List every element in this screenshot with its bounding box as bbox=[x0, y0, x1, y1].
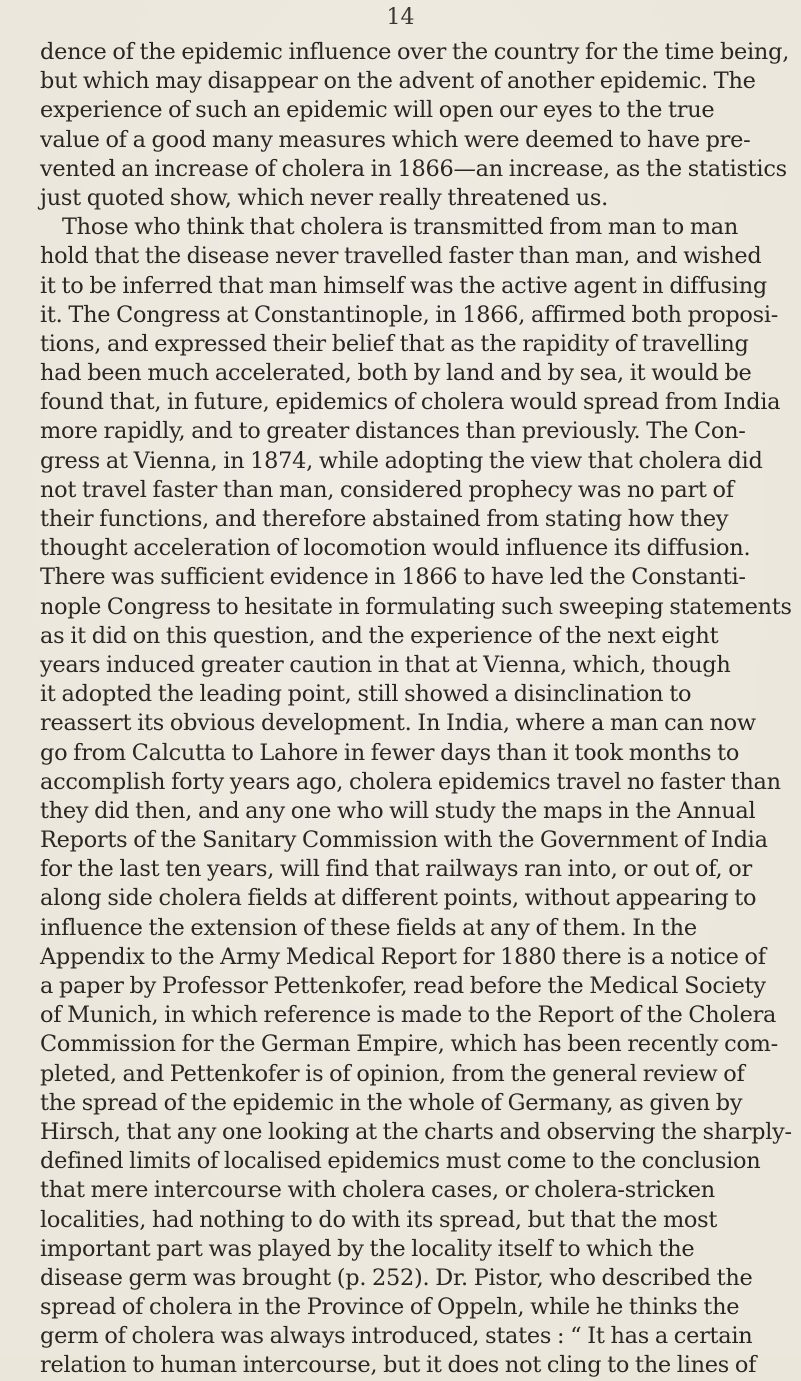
text-line: more rapidly, and to greater distances than previously. The Con- bbox=[40, 418, 746, 445]
text-line: influence the extension of these fields at any of them. In the bbox=[40, 914, 697, 941]
text-line: dence of the epidemic influence over the country for the time being, bbox=[40, 39, 790, 65]
text-line: Commission for the German Empire, which has been recently com- bbox=[40, 1031, 778, 1058]
text-line: spread of cholera in the Province of Oppeln, while he thinks the bbox=[40, 1294, 740, 1321]
text-line: had been much accelerated, both by land and by sea, it would be bbox=[40, 360, 752, 387]
text-line: hold that the disease never travelled faster than man, and wished bbox=[40, 243, 762, 270]
text-line: value of a good many measures which were deemed to have pre- bbox=[40, 126, 751, 153]
text-line: pleted, and Pettenkofer is of opinion, from the general review of bbox=[40, 1060, 745, 1087]
text-line: found that, in future, epidemics of cholera would spread from India bbox=[40, 389, 781, 416]
text-line: important part was played by the locality itself to which the bbox=[40, 1235, 695, 1262]
text-line: germ of cholera was always introduced, states : “ It has a certain bbox=[40, 1323, 753, 1350]
text-line: years induced greater caution in that at Vienna, which, though bbox=[40, 651, 731, 678]
text-line: gress at Vienna, in 1874, while adopting the view that cholera did bbox=[40, 447, 763, 474]
text-line: There was sufficient evidence in 1866 to have led the Constanti- bbox=[40, 564, 746, 591]
text-line: go from Calcutta to Lahore in fewer days than it took months to bbox=[40, 739, 740, 766]
text-line: Hirsch, that any one looking at the charts and observing the sharply- bbox=[40, 1118, 792, 1145]
text-line: tions, and expressed their belief that as the rapidity of travelling bbox=[40, 330, 749, 357]
text-line: reassert its obvious development. In India, where a man can now bbox=[40, 710, 756, 737]
text-line: their functions, and therefore abstained from stating how they bbox=[40, 506, 729, 532]
text-line: disease germ was brought (p. 252). Dr. Pistor, who described the bbox=[40, 1264, 753, 1291]
text-line: that mere intercourse with cholera cases, or cholera-stricken bbox=[40, 1177, 715, 1204]
text-line: the spread of the epidemic in the whole of Germany, as given by bbox=[40, 1089, 743, 1116]
text-line: just quoted show, which never really threatened us. bbox=[40, 184, 609, 211]
text-line: as it did on this question, and the experience of the next eight bbox=[40, 622, 719, 649]
page-number: 14 bbox=[386, 5, 415, 30]
text-line: thought acceleration of locomotion would influence its diffusion. bbox=[40, 535, 751, 562]
text-line: accomplish forty years ago, cholera epidemics travel no faster than bbox=[40, 768, 781, 795]
text-line: it to be inferred that man himself was the active agent in diffusing bbox=[40, 272, 767, 299]
text-line: it. The Congress at Constantinople, in 1866, affirmed both proposi- bbox=[40, 301, 779, 328]
text-line: relation to human intercourse, but it does not cling to the lines of bbox=[40, 1352, 757, 1379]
text-line: it adopted the leading point, still showed a disinclination to bbox=[40, 681, 692, 708]
text-line: defined limits of localised epidemics must come to the conclusion bbox=[40, 1148, 761, 1175]
text-line: they did then, and any one who will study the maps in the Annual bbox=[40, 797, 756, 824]
text-line: Reports of the Sanitary Commission with the Government of India bbox=[40, 827, 768, 854]
text-line: for the last ten years, will find that railways ran into, or out of, or bbox=[40, 856, 752, 883]
text-line: along side cholera fields at different points, without appearing to bbox=[40, 885, 757, 912]
text-line: but which may disappear on the advent of another epidemic. The bbox=[40, 68, 756, 95]
text-line: vented an increase of cholera in 1866—an increase, as the statistics bbox=[40, 155, 787, 182]
text-line: Those who think that cholera is transmitted from man to man bbox=[62, 214, 739, 241]
text-line: a paper by Professor Pettenkofer, read before the Medical Society bbox=[40, 973, 766, 999]
body-text bbox=[40, 38, 801, 1381]
text-line: nople Congress to hesitate in formulating such sweeping statements bbox=[40, 593, 792, 620]
text-line: localities, had nothing to do with its spread, but that the most bbox=[40, 1206, 718, 1233]
text-line: not travel faster than man, considered prophecy was no part of bbox=[40, 476, 734, 503]
text-line: Appendix to the Army Medical Report for 1880 there is a notice of bbox=[40, 943, 766, 970]
text-line: experience of such an epidemic will open our eyes to the true bbox=[40, 97, 715, 124]
text-line: of Munich, in which reference is made to the Report of the Cholera bbox=[40, 1002, 777, 1029]
